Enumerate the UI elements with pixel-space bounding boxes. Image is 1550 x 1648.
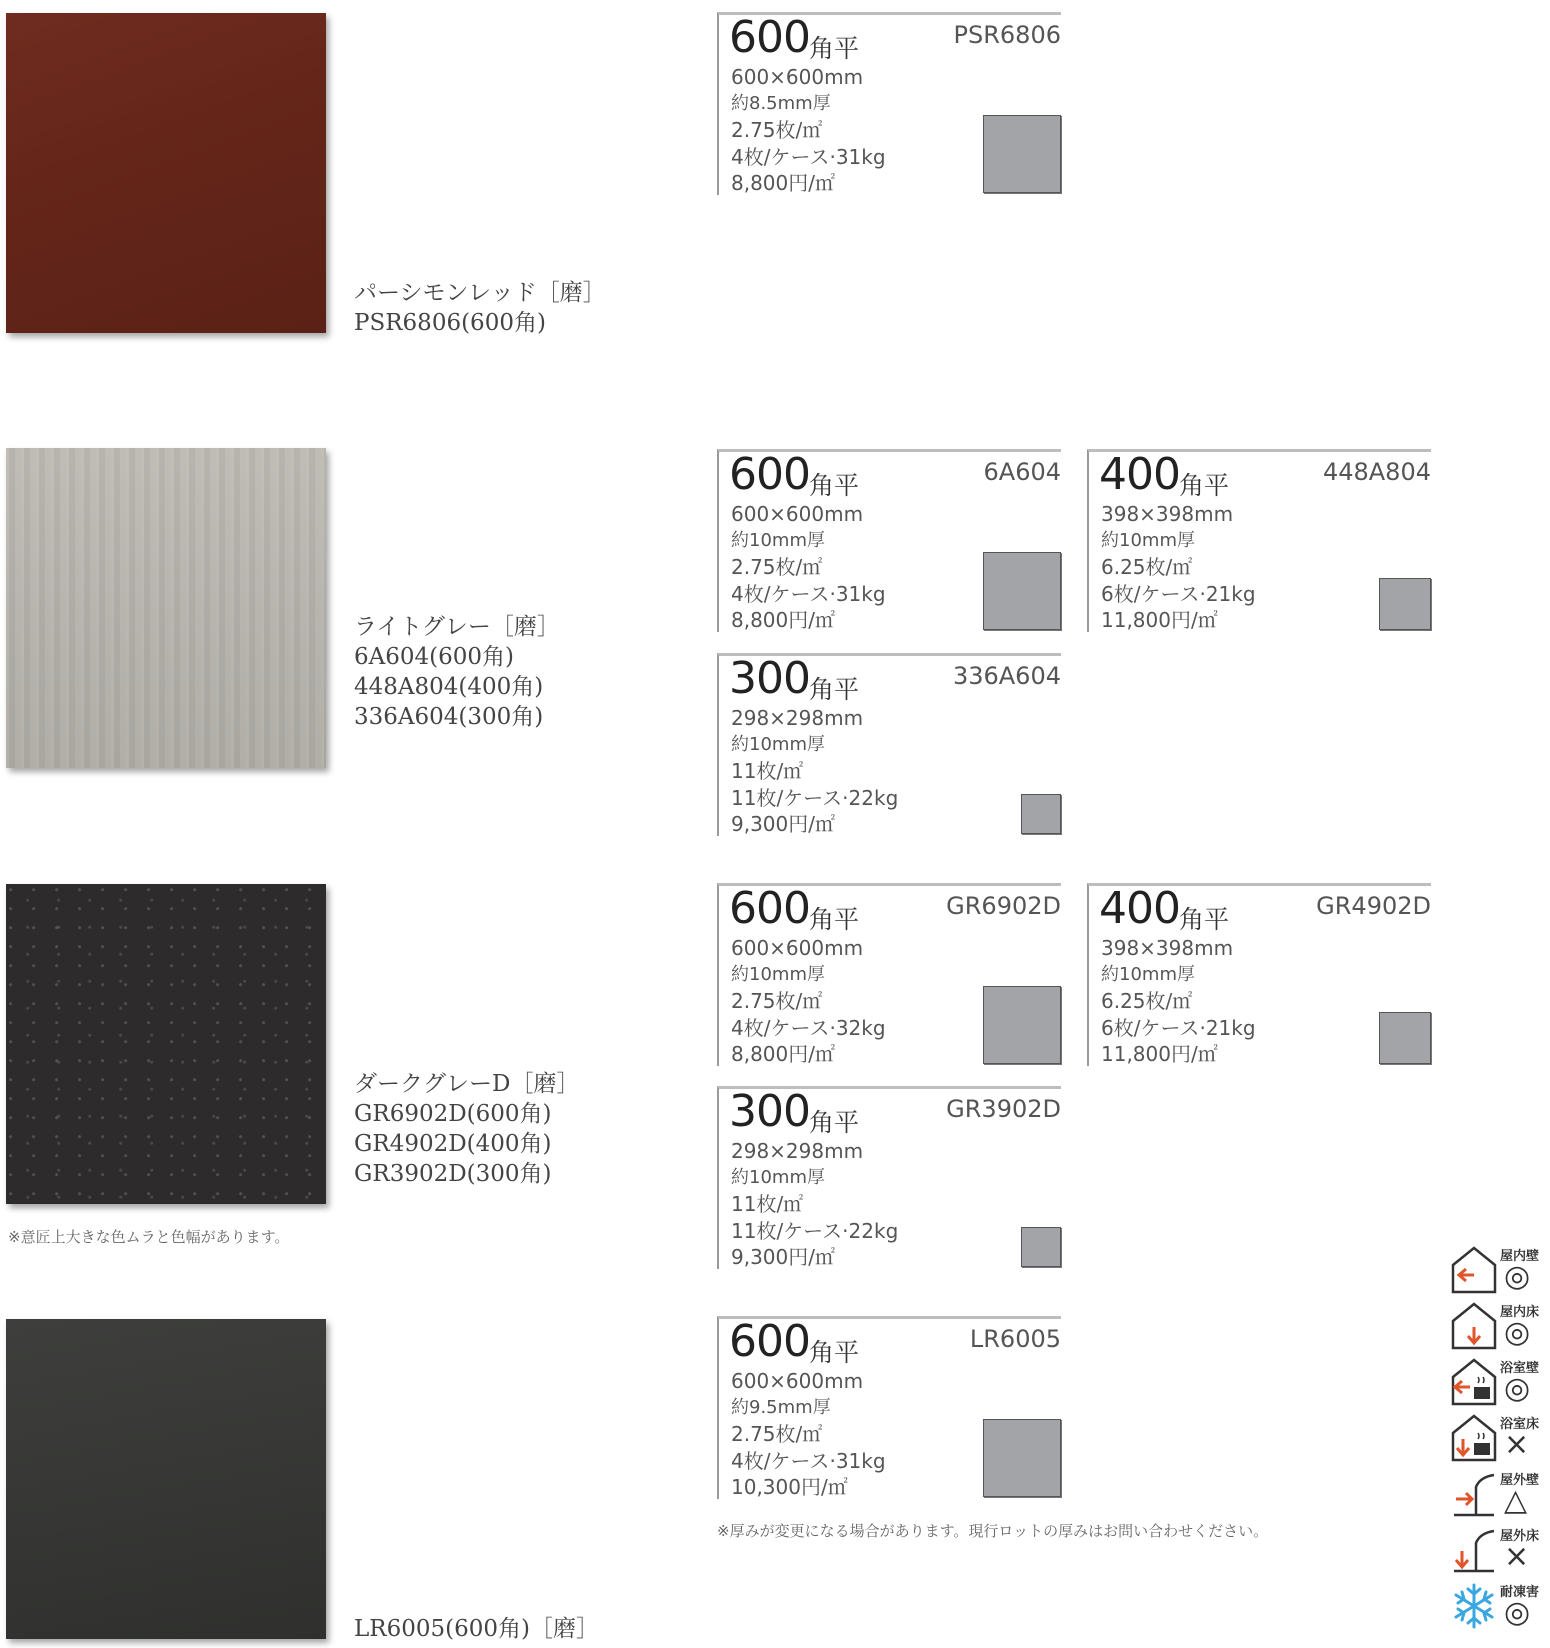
usage-row-frost-resistance [1448, 1579, 1550, 1635]
case-info: 6枚/ケース·21kg [1101, 581, 1256, 606]
tile-size-thumbnail [1379, 1012, 1431, 1064]
tile-swatch-persimmon-red [6, 13, 326, 333]
usage-row-outdoor-wall [1448, 1467, 1550, 1523]
spec-box [717, 12, 1061, 195]
thickness: 約10mm厚 [1101, 529, 1195, 551]
usage-rating: ◎ [1504, 1315, 1531, 1350]
product-name-block [354, 1069, 579, 1189]
usage-label: 浴室床 [1500, 1417, 1540, 1432]
usage-row-indoor-floor [1448, 1299, 1550, 1355]
bathroom-floor-icon [1450, 1413, 1498, 1463]
indoor-floor-icon [1450, 1301, 1498, 1351]
case-info: 4枚/ケース·31kg [731, 581, 886, 606]
usage-rating: △ [1504, 1483, 1528, 1518]
size-number: 400 [1099, 883, 1180, 934]
product-name-line: 336A604(300角) [354, 704, 544, 730]
usage-row-indoor-wall [1448, 1243, 1550, 1299]
product-name-line: PSR6806(600角) [354, 310, 546, 336]
product-code: 336A604 [952, 662, 1061, 690]
pieces-per-m2: 2.75枚/㎡ [731, 555, 823, 579]
thickness-footnote: ※厚みが変更になる場合があります。現行ロットの厚みはお問い合わせください。 [717, 1522, 1269, 1540]
usage-label: 浴室壁 [1500, 1361, 1540, 1376]
pieces-per-m2: 2.75枚/㎡ [731, 1422, 823, 1446]
product-name-block [354, 278, 606, 338]
tile-swatch-dark-grey [6, 884, 326, 1204]
size-number: 600 [729, 1316, 810, 1367]
product-code: GR6902D [946, 892, 1061, 920]
price: 8,800円/㎡ [731, 1042, 835, 1066]
usage-rating: ◎ [1504, 1371, 1531, 1406]
size-number: 400 [1099, 449, 1180, 500]
size-suffix: 角平 [809, 675, 860, 704]
pieces-per-m2: 2.75枚/㎡ [731, 989, 823, 1013]
usage-rating: × [1504, 1427, 1530, 1462]
product-code: 448A804 [1322, 458, 1431, 486]
dimensions: 298×298mm [731, 706, 864, 730]
thickness: 約10mm厚 [731, 1166, 825, 1188]
size-suffix: 角平 [809, 471, 860, 500]
product-name-line: ダークグレーD［磨］ [354, 1071, 580, 1097]
size-number: 600 [729, 883, 810, 934]
usage-label: 屋内床 [1500, 1305, 1540, 1320]
usage-label: 屋外床 [1500, 1529, 1540, 1544]
color-variation-note: ※意匠上大きな色ムラと色幅があります。 [8, 1228, 290, 1246]
price: 9,300円/㎡ [731, 1245, 835, 1269]
indoor-wall-icon [1450, 1245, 1498, 1295]
pieces-per-m2: 2.75枚/㎡ [731, 118, 823, 142]
spec-box [717, 883, 1061, 1066]
dimensions: 600×600mm [731, 65, 864, 89]
dimensions: 600×600mm [731, 1369, 864, 1393]
size-number: 300 [729, 653, 810, 704]
spec-box [1087, 883, 1431, 1066]
dimensions: 600×600mm [731, 936, 864, 960]
thickness: 約9.5mm厚 [731, 1396, 831, 1418]
size-number: 300 [729, 1086, 810, 1137]
usage-label: 屋内壁 [1500, 1249, 1540, 1264]
product-name-line: GR4902D(400角) [354, 1131, 552, 1157]
spec-box [717, 1316, 1061, 1499]
price: 10,300円/㎡ [731, 1475, 848, 1499]
tile-swatch-light-grey [6, 448, 326, 768]
size-suffix: 角平 [1179, 905, 1230, 934]
pieces-per-m2: 11枚/㎡ [731, 1192, 804, 1216]
product-name-block [354, 612, 560, 732]
snowflake-icon [1450, 1581, 1498, 1631]
tile-size-thumbnail [1021, 794, 1061, 834]
dimensions: 398×398mm [1101, 936, 1234, 960]
usage-row-bathroom-wall [1448, 1355, 1550, 1411]
price: 8,800円/㎡ [731, 171, 835, 195]
case-info: 6枚/ケース·21kg [1101, 1015, 1256, 1040]
size-suffix: 角平 [1179, 471, 1230, 500]
product-name-line: 6A604(600角) [354, 644, 514, 670]
size-number: 600 [729, 12, 810, 63]
spec-box [717, 653, 1061, 836]
product-name-line: ライトグレー［磨］ [354, 614, 560, 640]
outdoor-wall-icon [1450, 1469, 1498, 1519]
tile-size-thumbnail [983, 986, 1061, 1064]
product-name-line: GR3902D(300角) [354, 1161, 552, 1187]
price: 11,800円/㎡ [1101, 1042, 1218, 1066]
tile-size-thumbnail [1379, 578, 1431, 630]
case-info: 11枚/ケース·22kg [731, 785, 899, 810]
spec-box [1087, 449, 1431, 632]
size-number: 600 [729, 449, 810, 500]
product-name-block [354, 1614, 599, 1644]
spec-box [717, 1086, 1061, 1269]
product-name-line: GR6902D(600角) [354, 1101, 552, 1127]
tile-swatch-lr6005 [6, 1319, 326, 1639]
tile-size-thumbnail [983, 1419, 1061, 1497]
product-name-line: パーシモンレッド［磨］ [354, 280, 606, 306]
dimensions: 298×298mm [731, 1139, 864, 1163]
thickness: 約10mm厚 [731, 733, 825, 755]
pieces-per-m2: 6.25枚/㎡ [1101, 989, 1193, 1013]
outdoor-floor-icon [1450, 1525, 1498, 1575]
spec-box [717, 449, 1061, 632]
tile-size-thumbnail [983, 115, 1061, 193]
product-code: PSR6806 [953, 21, 1061, 49]
product-code: LR6005 [969, 1325, 1061, 1353]
pieces-per-m2: 11枚/㎡ [731, 759, 804, 783]
dimensions: 600×600mm [731, 502, 864, 526]
price: 11,800円/㎡ [1101, 608, 1218, 632]
product-code: 6A604 [983, 458, 1061, 486]
size-suffix: 角平 [809, 1108, 860, 1137]
usage-label: 耐凍害 [1500, 1585, 1540, 1600]
price: 9,300円/㎡ [731, 812, 835, 836]
bathroom-wall-icon [1450, 1357, 1498, 1407]
case-info: 4枚/ケース·31kg [731, 1448, 886, 1473]
thickness: 約10mm厚 [731, 529, 825, 551]
product-name-line: 448A804(400角) [354, 674, 544, 700]
usage-icon-legend [1448, 1243, 1550, 1635]
product-name-line: LR6005(600角)［磨］ [354, 1616, 599, 1642]
dimensions: 398×398mm [1101, 502, 1234, 526]
usage-rating: × [1504, 1539, 1530, 1574]
tile-size-thumbnail [1021, 1227, 1061, 1267]
case-info: 4枚/ケース·31kg [731, 144, 886, 169]
usage-row-bathroom-floor [1448, 1411, 1550, 1467]
usage-label: 屋外壁 [1500, 1473, 1540, 1488]
thickness: 約10mm厚 [731, 963, 825, 985]
tile-size-thumbnail [983, 552, 1061, 630]
price: 8,800円/㎡ [731, 608, 835, 632]
usage-row-outdoor-floor [1448, 1523, 1550, 1579]
pieces-per-m2: 6.25枚/㎡ [1101, 555, 1193, 579]
size-suffix: 角平 [809, 905, 860, 934]
product-code: GR4902D [1316, 892, 1431, 920]
usage-rating: ◎ [1504, 1595, 1531, 1630]
case-info: 4枚/ケース·32kg [731, 1015, 886, 1040]
size-suffix: 角平 [809, 1338, 860, 1367]
thickness: 約8.5mm厚 [731, 92, 831, 114]
product-code: GR3902D [946, 1095, 1061, 1123]
size-suffix: 角平 [809, 34, 860, 63]
thickness: 約10mm厚 [1101, 963, 1195, 985]
case-info: 11枚/ケース·22kg [731, 1218, 899, 1243]
usage-rating: ◎ [1504, 1259, 1531, 1294]
